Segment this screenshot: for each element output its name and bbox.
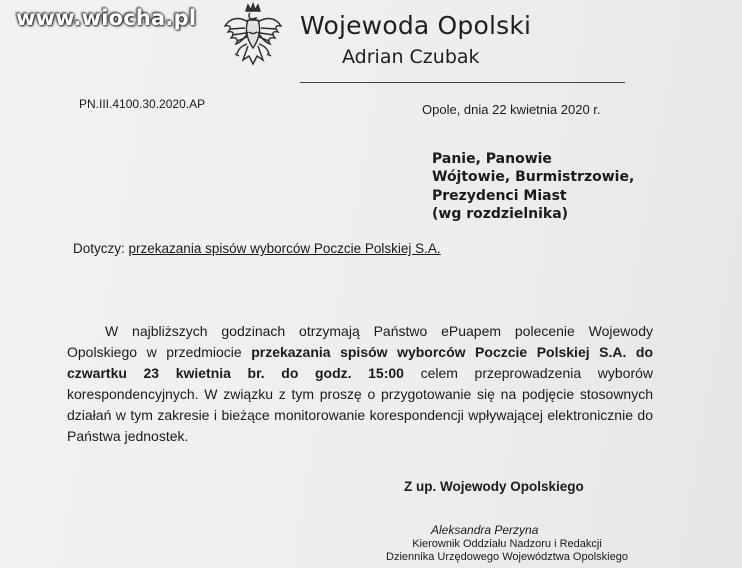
addressee-block [432, 150, 634, 223]
body-text-bold: przekazania spisów wyborców Poczcie Polskiej S.A. do czwartku 23 kwietnia br. do godz. 15:00 [67, 344, 654, 381]
subject-label: Dotyczy: [73, 241, 125, 256]
signer-role-line: Kierownik Oddziału Nadzoru i Redakcji [412, 538, 602, 550]
letterhead-divider [300, 82, 625, 83]
body-text-part1: W najbliższych godzinach otrzymają Państwo ePuapem polecenie Wojewody Opolskiego w przedmiocie [67, 323, 653, 360]
subject-text: przekazania spisów wyborców Poczcie Polskiej S.A. [128, 241, 441, 256]
eagle-emblem-icon [221, 2, 285, 76]
signer-role-line: Dziennika Urzędowego Województwa Opolskiego [386, 550, 628, 563]
body-text-part2: celem przeprowadzenia wyborów korespondencyjnych. W związku z tym proszę o przygotowanie się na podjęcie stosownych działań w tym zakresie i bieżące monitorowanie korespondencji wpływającej elektronicznie do Państwa jednostek. [67, 365, 654, 444]
addressee-line: Panie, Panowie [432, 151, 552, 167]
office-title: Wojewoda Opolski [300, 11, 532, 40]
subject-line [73, 241, 441, 256]
addressee-line: Wójtowie, Burmistrzowie, [432, 169, 635, 186]
official-name: Adrian Czubak [342, 46, 480, 68]
signer-role [362, 538, 652, 563]
letter-body [67, 321, 653, 447]
dateline: Opole, dnia 22 kwietnia 2020 r. [422, 102, 601, 117]
addressee-line: Prezydenci Miast [432, 187, 567, 204]
on-behalf-line: Z up. Wojewody Opolskiego [404, 479, 584, 494]
reference-number: PN.III.4100.30.2020.AP [79, 97, 206, 111]
signer-name: Aleksandra Perzyna [431, 523, 539, 537]
addressee-line: (wg rozdzielnika) [432, 205, 569, 222]
site-watermark: www.wiocha.pl [16, 6, 197, 30]
